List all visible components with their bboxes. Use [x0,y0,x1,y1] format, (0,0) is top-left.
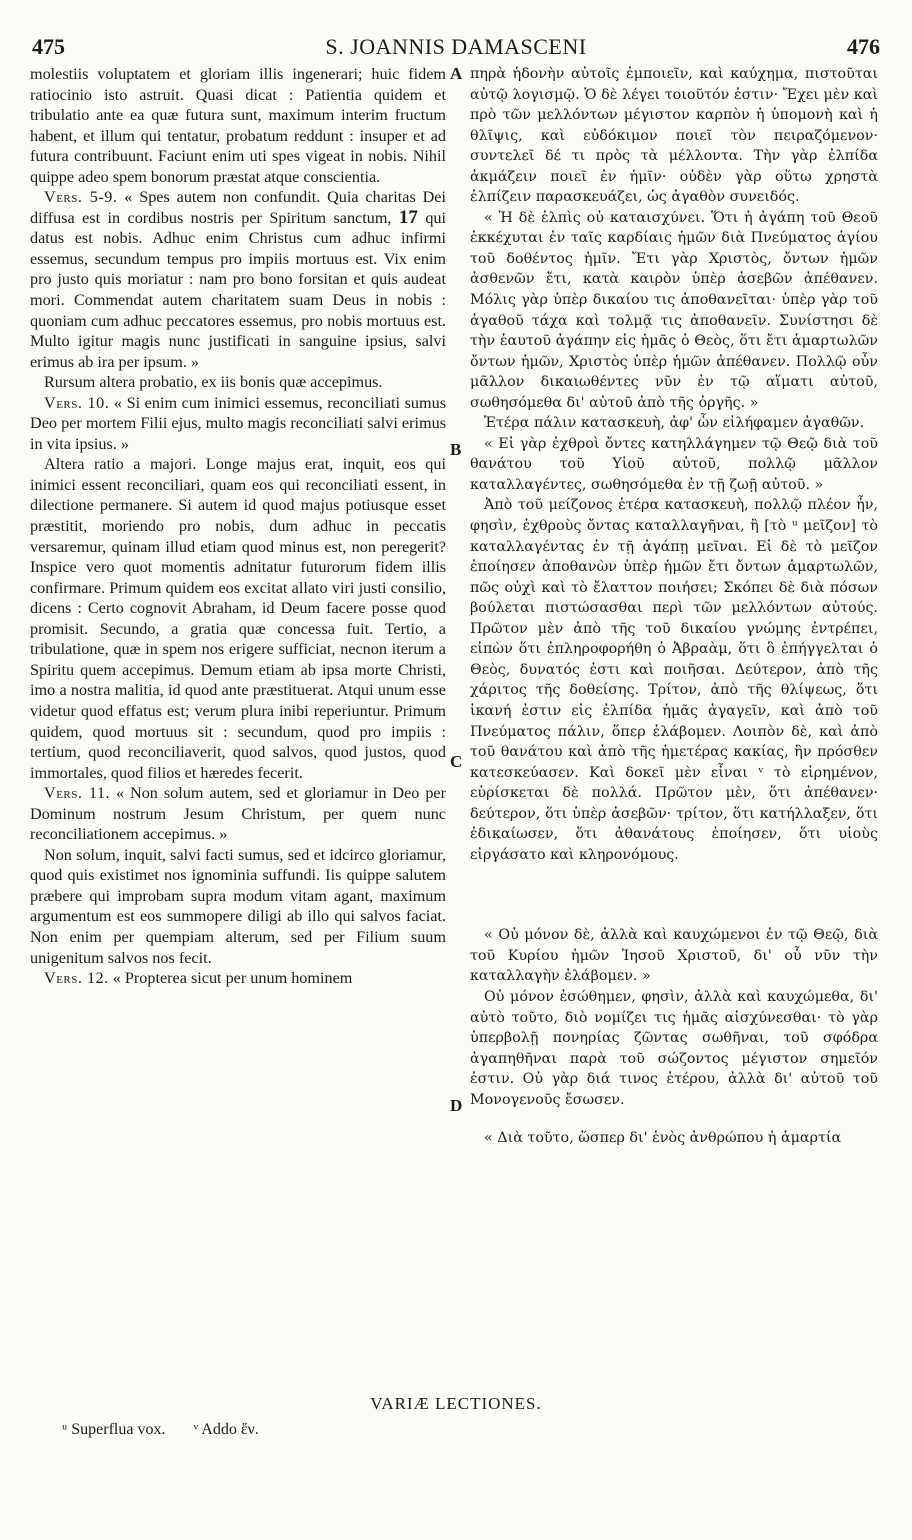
verse-label: Vers. 11. [44,784,110,803]
greek-paragraph: Ἑτέρα πάλιν κατασκευὴ, ἀφ' ὧν εἰλήφαμεν ἀγαθῶν. [484,415,865,432]
latin-verse-5-9: Vers. 5-9. « Spes autem non confundit. Quia charitas Dei diffusa est in cordibus nostris per Spiritum sanctum, 17 qui datus est nobis. Adhuc enim Christus cum adhuc infirmi essemus, secundum tempus pro impiis mortuus est. Vix enim pro justo quis moriatur : nam pro bono forsitan et quis audeat mori. Commendat autem charitatem suam Deus in nobis : quoniam cum adhuc peccatores essemus, pro nobis mortuus est. Multo igitur magis nunc justificati in sanguine ipsius, salvi erimus ab ira per ipsum. » [30,188,447,371]
margin-marker-d: D [450,1096,463,1115]
column-number: 17 [398,206,418,228]
margin-marker-a: A [450,64,463,83]
variae-lectiones-title: VARIÆ LECTIONES. [370,1394,542,1413]
greek-column [470,64,878,1149]
greek-paragraph: πηρὰ ἡδονὴν αὐτοῖς ἐμποιεῖν, καὶ καύχημα, πιστοῦται αὐτῷ λογισμῷ. Ὁ δὲ λέγει τοιοῦτόν ἐστιν· Ἔχει μὲν καὶ πρὸ τῶν μελλόντων μέγιστον καρπὸν ἡ ὑπομονὴ καὶ ἡ θλῖψις, καὶ εὐδόκιμον ποιεῖ τὸν πειραζόμενον· συντελεῖ δέ τι πρὸς τὰ μέλλοντα. Τὴν γὰρ ἐλπίδα ἀκμάζειν ποιεῖ ἐν ἡμῖν· οὐδὲν γὰρ οὕτω χρηστὰ ἐλπίζειν παρασκευάζει, ὡς ἀγαθὸν συνειδός. [470,66,878,206]
margin-marker-c: C [450,752,463,771]
running-title: S. JOANNIS DAMASCENI [325,34,587,59]
footnote-u: ᵘ Superflua vox. [62,1421,166,1438]
margin-marker-b: B [450,440,462,459]
greek-verse: « Εἰ γὰρ ἐχθροὶ ὄντες κατηλλάγημεν τῷ Θεῷ διὰ τοῦ θανάτου τοῦ Υἱοῦ αὐτοῦ, πολλῷ μᾶλλον καταλλαγέντες, σωθησόμεθα ἐν τῇ ζωῇ αὐτοῦ. » [470,435,878,493]
verse-label: Vers. 12. [44,969,109,988]
latin-verse-12: Vers. 12. « Propterea sicut per unum hominem [44,969,353,988]
footnotes [62,1421,283,1439]
latin-paragraph: Rursum altera probatio, ex iis bonis quæ accepimus. [44,373,383,392]
latin-paragraph: molestiis voluptatem et gloriam illis ingenerari; huic fidem ratiocinio isto astruit. Quasi dicat : Patientia quidem et tribulatio ante ea quæ futura sunt, maximum interim fructum habent, et illum qui tentatur, probatum reddunt : insuper et ad futura contribuunt. Faciunt enim uti spes vigeat in nobis. Nihil quippe adeo spem bonorum præstat atque conscientia. [30,65,446,186]
greek-verse: « Διὰ τοῦτο, ὥσπερ δι' ἑνὸς ἀνθρώπου ἡ ἁμαρτία [484,1130,842,1147]
latin-verse-11: Vers. 11. « Non solum autem, sed et gloriamur in Deo per Dominum nostrum Jesum Christum, per quem nunc reconciliationem accepimus. » [30,784,446,844]
latin-verse-10: Vers. 10. « Si enim cum inimici essemus, reconciliati sumus Deo per mortem Filii ejus, multo magis reconciliati salvi erimus in vita ipsius. » [30,393,447,453]
footnote-v: ᵛ Addo ἕν. [193,1421,259,1438]
page-number-right: 476 [847,34,880,59]
page-header [32,34,880,64]
greek-verse: « Οὐ μόνον δὲ, ἀλλὰ καὶ καυχώμενοι ἐν τῷ Θεῷ, διὰ τοῦ Κυρίου ἡμῶν Ἰησοῦ Χριστοῦ, δι' οὗ νῦν τὴν καταλλαγὴν ἐλάβομεν. » [470,927,878,985]
greek-paragraph: Ἀπὸ τοῦ μείζονος ἑτέρα κατασκευὴ, πολλῷ πλέον ἦν, φησὶν, ἐχθροὺς ὄντας καταλλαγῆναι, ἢ [τὸ ᵘ μεῖζον] τὸ καταλλαγέντας ἐν τῇ ἀγάπῃ μεῖναι. Εἰ δὲ τὸ μεῖζον ἐποίησεν ἀποθανὼν ὑπὲρ ἡμῶν ἔτι ὄντων ἁμαρτωλῶν, πῶς οὐχὶ καὶ τὸ ἔλαττον ποιήσει; Σκόπει δὲ διὰ πόσων βούλεται πιστώσασθαι περὶ τῶν μελλόντων αὐτούς. Πρῶτον μὲν ἀπὸ τῆς τοῦ δικαίου γνώμης ἐντρέπει, εἰπὼν ὅτι ἐπληροφορήθη ὁ Ἀβραὰμ, ὅτι ὃ ἐπήγγελται ὁ Θεὸς, δυνατός ἐστι καὶ ποιῆσαι. Δεύτερον, ἀπὸ τῆς χάριτος τῆς δοθείσης. Τρίτον, ἀπὸ τῆς θλίψεως, ὅτι ἱκανή ἐστιν εἰς ἐλπίδα ἡμᾶς ἀγαγεῖν, καὶ ἀπὸ τοῦ Πνεύματος πάλιν, ὅπερ ἐλάβομεν. Λοιπὸν δὲ, καὶ ἀπὸ τοῦ θανάτου καὶ ἀπὸ τῆς ἡμετέρας κακίας, ἣν πρόσθεν κατεσκεύασεν. Καὶ δοκεῖ μὲν εἶναι ᵛ τὸ εἰρημένον, εὑρίσκεται δὲ πολλά. Πρῶτον μὲν, ὅτι ἀπέθανεν· δεύτερον, ὅτι ὑπὲρ ἀσεβῶν· τρίτον, ὅτι κατήλλαξεν, ὅτι ἐδικαίωσεν, ὅτι ἀθανάτους ἐποίησεν, ὅτι υἱοὺς εἰργάσατο καὶ κληρονόμους. [470,497,878,863]
latin-paragraph: Altera ratio a majori. Longe majus erat, inquit, eos qui inimici essent reconciliari, quam eos qui reconciliati essent, in dilectione permanere. Si autem id quod majus potiusque esset præstitit, moriendo pro nobis, dum adhuc in peccatis versaremur, quinam illud etiam quod minus est, non peregerit? Inspice vero quot momentis adnitatur futurorum fidem illis confirmare. Primum quidem eos excitat allato viri justi consilio, dicens : Certo cognovit Abraham, id Deum facere posse quod promisit. Secundo, a gratia quæ concessa fuit. Tertio, a tribulatione, quæ in spem nos erigere sufficiat, necnon iterum a Spiritu quem accepimus. Demum etiam ab ipsa morte Christi, imo a nostra malitia, id quod ante præstituerat. Atqui unum esse videtur quod effatus est; verum plura inibi reperiuntur. Primum quidem, quod mortuus sit : secundum, quod pro impiis : tertium, quod reconciliaverit, quod salvos, quod justos, quod immortales, quod filios et hæredes fecerit. [30,455,446,782]
latin-column [30,64,446,989]
greek-paragraph: Οὐ μόνον ἐσώθημεν, φησὶν, ἀλλὰ καὶ καυχώμεθα, δι' αὐτὸ τοῦτο, διὸ νομίζει τις ἡμᾶς αἰσχύνεσθαι· τὸ γὰρ ὑπερβολῇ πονηρίας ζῶντας σωθῆναι, τοῦ σφόδρα ἀγαπηθῆναι παρὰ τοῦ σώζοντος μέγιστον σημεῖόν ἐστιν. Οὐ γὰρ διά τινος ἑτέρου, ἀλλὰ δι' αὐτοῦ τοῦ Μονογενοῦς ἔσωσεν. [470,988,878,1108]
latin-paragraph: Non solum, inquit, salvi facti sumus, sed et idcirco gloriamur, quod quis existimet nos ignominia suffundi. Iis quippe salutem præbere qui improbam supra modum vitam agant, maximum argumentum est eos summopere diligi ab illo qui salvos faciat. Non enim per quempiam alterum, sed per Filium suum unigenitum salvos nos fecit. [30,845,446,967]
verse-label: Vers. 10. [44,393,110,412]
page-number-left: 475 [32,34,65,59]
greek-verse: « Ἡ δὲ ἐλπὶς οὐ καταισχύνει. Ὅτι ἡ ἀγάπη τοῦ Θεοῦ ἐκκέχυται ἐν ταῖς καρδίαις ἡμῶν διὰ Πνεύματος ἁγίου τοῦ δοθέντος ἡμῖν. Ἔτι γὰρ Χριστὸς, ὄντων ἡμῶν ἀσθενῶν ἔτι, κατὰ καιρὸν ὑπὲρ ἀσεβῶν ἀπέθανεν. Μόλις γὰρ ὑπὲρ δικαίου τις ἀποθανεῖται· ὑπὲρ γὰρ τοῦ ἀγαθοῦ τάχα καὶ τολμᾷ τις ἀποθανεῖν. Συνίστησι δὲ τὴν ἑαυτοῦ ἀγάπην εἰς ἡμᾶς ὁ Θεὸς, ὅτι ἔτι ἁμαρτωλῶν ὄντων ἡμῶν, Χριστὸς ὑπὲρ ἡμῶν ἀπέθανεν. Πολλῷ οὖν μᾶλλον δικαιωθέντες νῦν ἐν τῷ αἵματι αὐτοῦ, σωθησόμεθα δι' αὐτοῦ ἀπὸ τῆς ὀργῆς. » [470,209,878,411]
verse-label: Vers. 5-9. [44,188,118,207]
